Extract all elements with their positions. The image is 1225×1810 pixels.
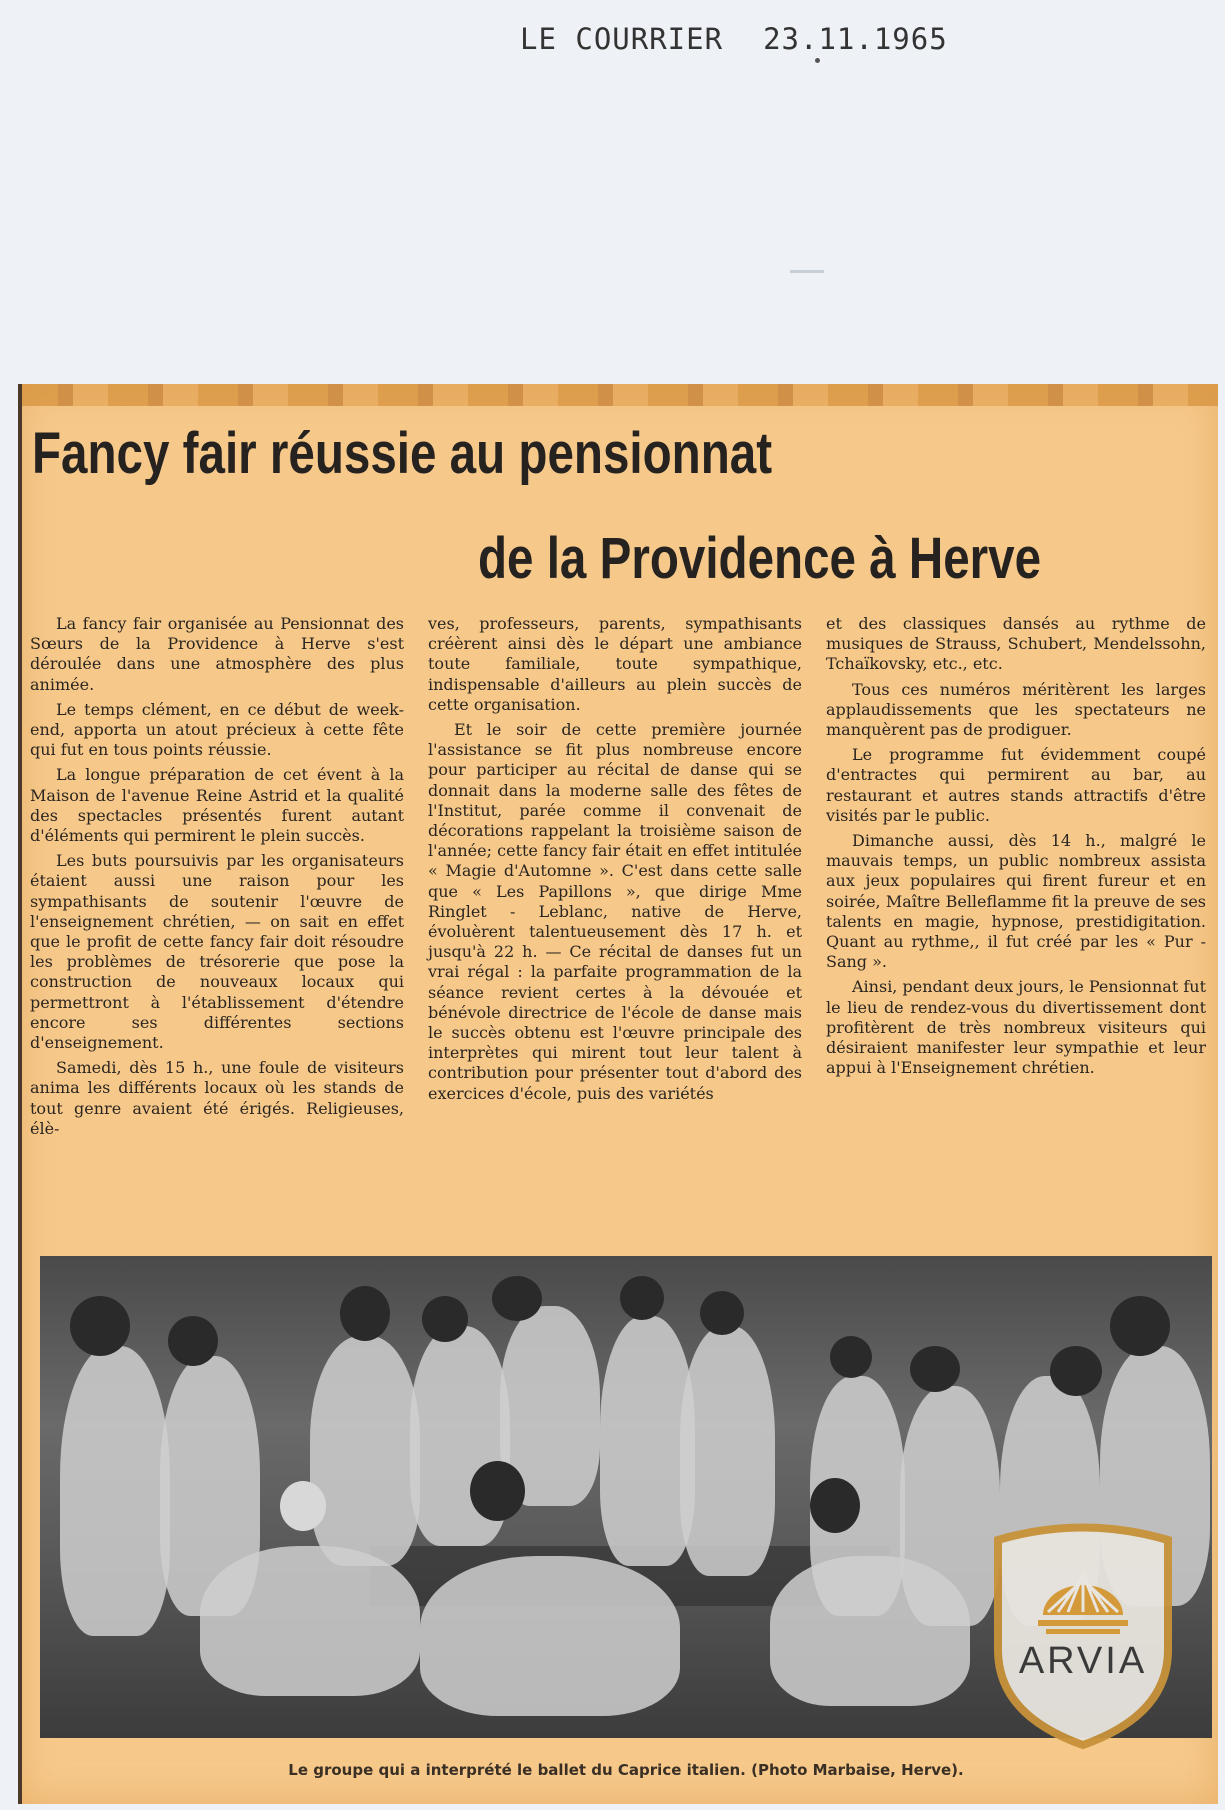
dancer-face xyxy=(280,1481,326,1531)
seated-dancer-figure xyxy=(770,1556,970,1706)
paragraph: Le temps clément, en ce début de week-end, apporta un atout précieux à cette fête qui fut en tous points réussie. xyxy=(30,699,404,760)
clipping-torn-top-band xyxy=(18,384,1218,406)
dancer-head xyxy=(700,1291,744,1335)
headline-line-2: de la Providence à Herve xyxy=(478,526,1042,591)
paper-speck xyxy=(790,270,824,273)
dancer-head xyxy=(470,1461,525,1521)
paragraph: Ainsi, pendant deux jours, le Pensionnat fut le lieu de rendez-vous du divertissement dont profitèrent de très nombreux visiteurs qui désiraient manifester leur sympathie et leur appui à l'Enseignement chrétien. xyxy=(826,977,1206,1078)
paragraph: La fancy fair organisée au Pensionnat des Sœurs de la Providence à Herve s'est déroulée dans une atmosphère des plus animée. xyxy=(30,614,404,694)
publication-date: 23.11.1965 xyxy=(763,22,948,56)
headline-line-1: Fancy fair réussie au pensionnat xyxy=(32,421,773,486)
stamp-dot xyxy=(815,58,820,63)
dancer-head xyxy=(168,1316,218,1366)
publication-stamp xyxy=(520,22,1000,62)
dancer-head xyxy=(810,1478,860,1533)
dancer-head xyxy=(492,1276,542,1321)
dancer-head xyxy=(70,1296,130,1356)
article-column-3 xyxy=(826,614,1206,1078)
paragraph: Le programme fut évidemment coupé d'entractes qui permirent au bar, au restaurant et autres stands attractifs d'être visités par le public. xyxy=(826,745,1206,825)
watermark-text: ARVIA xyxy=(1018,1640,1148,1682)
dancer-figure xyxy=(310,1336,420,1566)
paragraph: Les buts poursuivis par les organisateurs étaient aussi une raison pour les sympathisants de soutenir l'œuvre de l'enseignement chrétien, — on sait en effet que le profit de cette fancy fair doit résoudre les problèmes de trésorerie que pose la construction de nouveaux locaux qui permettront à l'établissement d'étendre encore ses différentes sections d'enseignement. xyxy=(30,851,404,1053)
article-column-1 xyxy=(30,614,404,1139)
paragraph: ves, professeurs, parents, sympathisants créèrent ainsi dès le départ une ambiance toute familiale, toute sympathique, indispensable d'ailleurs au plein succès de cette organisation. xyxy=(428,614,802,714)
paragraph: Tous ces numéros méritèrent les larges applaudissements que les spectateurs ne manquèrent pas de prodiguer. xyxy=(826,679,1206,740)
dancer-head xyxy=(910,1346,960,1392)
dancer-head xyxy=(830,1336,872,1378)
dancer-head xyxy=(1110,1296,1170,1356)
photo-caption: Le groupe qui a interprété le ballet du Caprice italien. (Photo Marbaise, Herve). xyxy=(288,1761,964,1779)
article-column-2 xyxy=(428,614,802,1104)
seated-dancer-figure xyxy=(200,1546,420,1696)
paragraph: Dimanche aussi, dès 14 h., malgré le mauvais temps, un public nombreux assista aux jeux populaires qui firent fureur et en soirée, Maître Belleflamme fit la preuve de ses talents en magie, hypnose, prestidigitation. Quant au rythme,, il fut créé par les « Pur - Sang ». xyxy=(826,831,1206,972)
paragraph: Et le soir de cette première journée l'assistance se fit plus nombreuse encore pour participer au récital de danse qui se donnait dans la moderne salle des fêtes de l'Institut, parée comme il convenait de décorations rappelant la troisième saison de l'année; cette fancy fair était en effet intitulée « Magie d'Automne ». C'est dans cette salle que « Les Papillons », que dirige Mme Ringlet - Leblanc, native de Herve, évoluèrent talentueusement dès 17 h. et jusqu'à 22 h. — Ce récital de danses fut un vrai régal : la parfaite programmation de la séance revient certes à la dévouée et bénévole directrice de l'école de danse mais le succès obtenu est l'œuvre principale des interprètes qui mirent tout leur talent à contribution pour présenter tout d'abord des exercices d'école, puis des variétés xyxy=(428,720,802,1103)
dancer-head xyxy=(620,1276,664,1320)
dancer-head xyxy=(340,1286,390,1341)
publication-name: LE COURRIER xyxy=(520,22,724,56)
clipping-left-edge xyxy=(18,384,22,1804)
paragraph: Samedi, dès 15 h., une foule de visiteurs anima les différents locaux où les stands de tout genre avaient été érigés. Religieuses, élè- xyxy=(30,1058,404,1138)
dancer-figure xyxy=(680,1326,775,1576)
paragraph: et des classiques dansés au rythme de musiques de Strauss, Schubert, Mendelssohn, Tchaïkovsky, etc., etc. xyxy=(826,614,1206,674)
paragraph: La longue préparation de cet évent à la Maison de l'avenue Reine Astrid et la qualité des spectacles présentés furent autant d'éléments qui permirent le plein succès. xyxy=(30,765,404,846)
dancer-head xyxy=(1050,1346,1102,1396)
arvia-shield-logo xyxy=(988,1520,1178,1750)
dancer-head xyxy=(422,1296,468,1342)
seated-dancer-figure xyxy=(420,1556,680,1716)
dancer-figure xyxy=(60,1346,170,1636)
